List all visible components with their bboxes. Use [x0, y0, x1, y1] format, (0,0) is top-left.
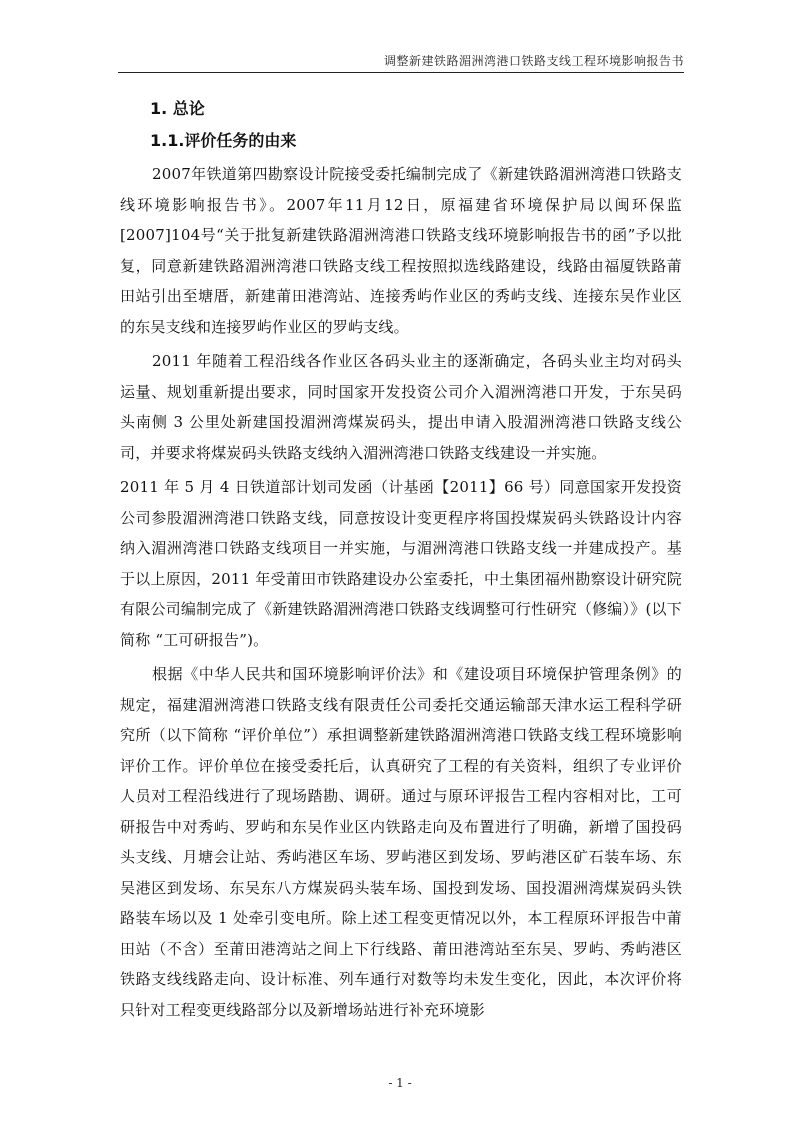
- paragraph-origin: 2007年铁道第四勘察设计院接受委托编制完成了《新建铁路湄洲湾港口铁路支线环境影响报告书》。2007年11月12日，原福建省环境保护局以闽环保监[2007]104号“关于批复新建铁路湄洲湾港口铁路支线环境影响报告书的函”予以批复，同意新建铁路湄洲湾港口铁路支线工程按照拟选线路建设，线路由福厦铁路莆田站引出至塘厝，新建莆田港湾站、连接秀屿作业区的秀屿支线、连接东吴作业区的东吴支线和连接罗屿作业区的罗屿支线。: [120, 165, 682, 336]
- page-number: - 1 -: [388, 1076, 412, 1090]
- section-heading: 1. 总论: [150, 99, 205, 118]
- header-title: 调整新建铁路湄洲湾港口铁路支线工程环境影响报告书: [383, 54, 684, 68]
- subsection-heading: 1.1.评价任务的由来: [150, 131, 297, 150]
- paragraph-ministry-approval: 2011 年 5 月 4 日铁道部计划司发函（计基函【2011】66 号）同意国家开发投资公司参股湄洲湾港口铁路支线，同意按设计变更程序将国投煤炭码头铁路设计内容纳入湄洲湾港口铁路支线项目一并实施，与湄洲湾港口铁路支线一并建成投产。基于以上原因，2011 年受莆田市铁路建设办公室委托，中土集团福州勘察设计研究院有限公司编制完成了《新建铁路湄洲湾港口铁路支线调整可行性研究（修编）》(以下简称 “工可研报告”)。: [120, 478, 682, 649]
- paragraph-assessment-basis: 根据《中华人民共和国环境影响评价法》和《建设项目环境保护管理条例》的规定，福建湄洲湾港口铁路支线有限责任公司委托交通运输部天津水运工程科学研究所（以下简称 “评价单位”）承担调整新建铁路湄洲湾港口铁路支线工程环境影响评价工作。评价单位在接受委托后，认真研究了工程的有关资料，组织了专业评价人员对工程沿线进行了现场踏勘、调研。通过与原环评报告工程内容相对比，工可研报告中对秀屿、罗屿和东吴作业区内铁路走向及布置进行了明确，新增了国投码头支线、月塘会让站、秀屿港区车场、罗屿港区到发场、罗屿港区矿石装车场、东吴港区到发场、东吴东八方煤炭码头装车场、国投到发场、国投湄洲湾煤炭码头铁路装车场以及 1 处牵引变电所。除上述工程变更情况以外，本工程原环评报告中莆田站（不含）至莆田港湾站之间上下行线路、莆田港湾站至东吴、罗屿、秀屿港区铁路支线线路走向、设计标准、列车通行对数等均未发生变化，因此，本次评价将只针对工程变更线路部分以及新增场站进行补充环境影: [120, 665, 682, 1019]
- paragraph-2011-changes: 2011 年随着工程沿线各作业区各码头业主的逐渐确定，各码头业主均对码头运量、规划重新提出要求，同时国家开发投资公司介入湄洲湾港口开发，于东吴码头南侧 3 公里处新建国投湄洲湾煤炭码头，提出申请入股湄洲湾港口铁路支线公司，并要求将煤炭码头铁路支线纳入湄洲湾港口铁路支线建设一并实施。: [120, 352, 682, 462]
- document-body: [120, 97, 682, 1029]
- page-header: [118, 48, 684, 73]
